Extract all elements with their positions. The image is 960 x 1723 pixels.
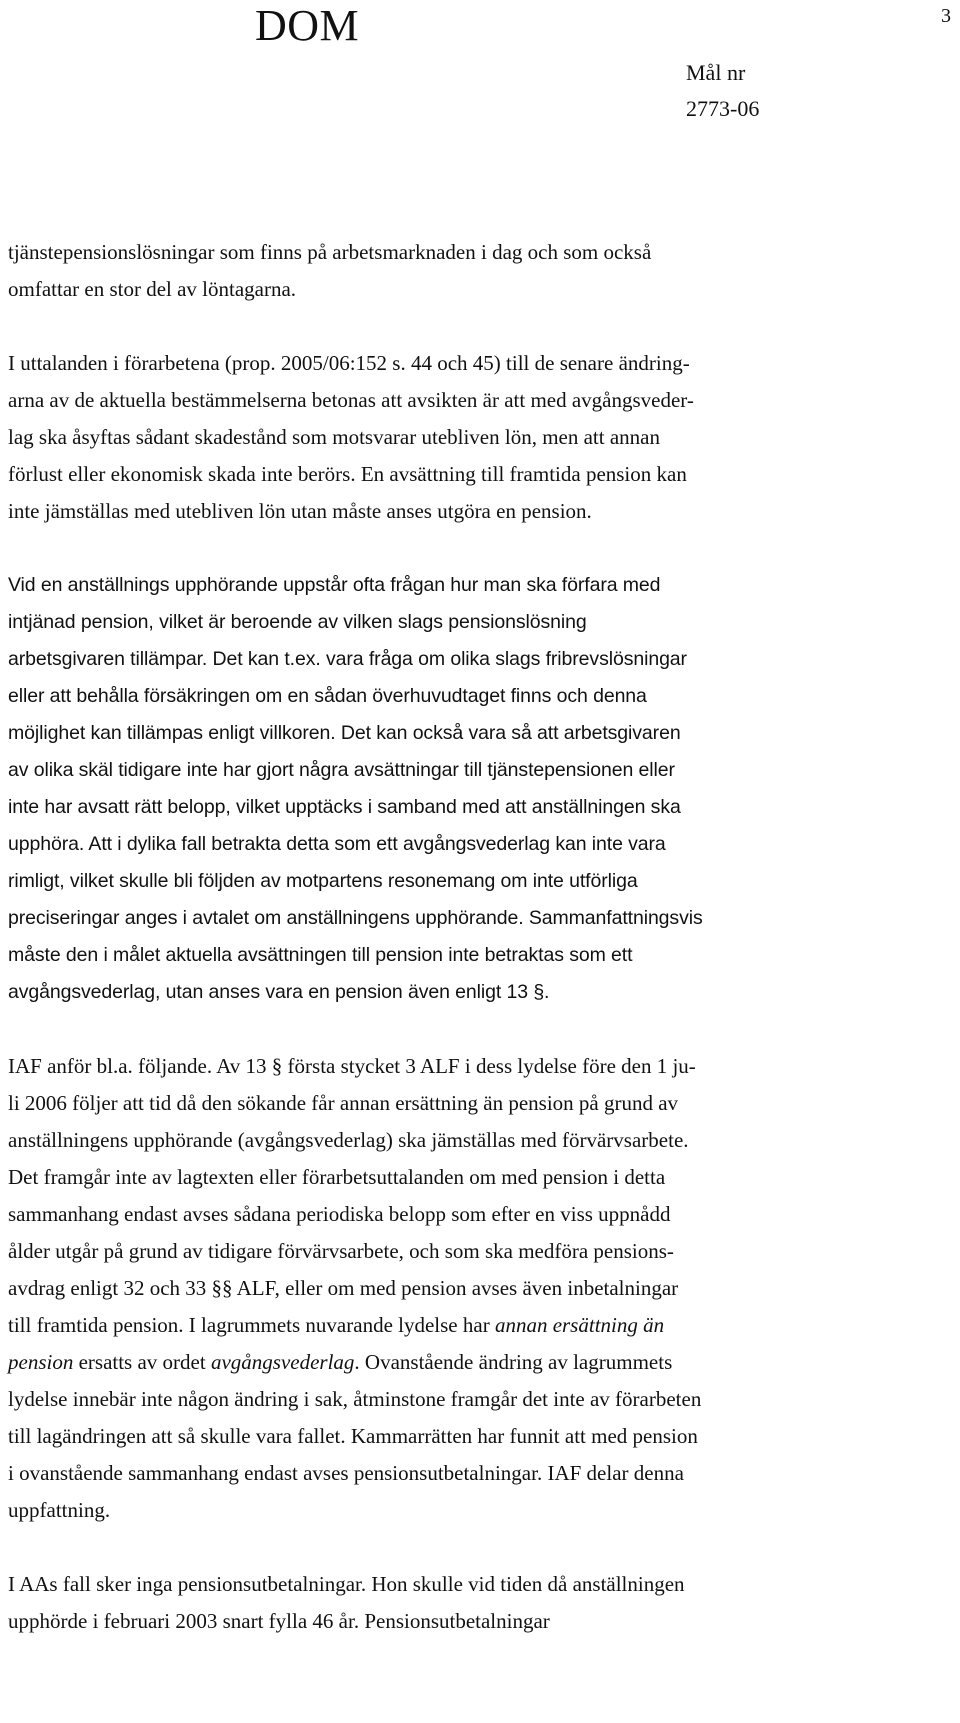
text-line: avdrag enligt 32 och 33 §§ ALF, eller om med pension avses även inbetalningar: [8, 1276, 679, 1300]
text-line: arbetsgivaren tillämpar. Det kan t.ex. vara fråga om olika slags fribrevslösningar: [8, 648, 687, 670]
text-line: förlust eller ekonomisk skada inte berörs. En avsättning till framtida pension kan: [8, 462, 687, 486]
document-body: [8, 234, 953, 1640]
text-line: I AAs fall sker inga pensionsutbetalningar. Hon skulle vid tiden då anställningen: [8, 1572, 685, 1596]
text-line: måste den i målet aktuella avsättningen till pension inte betraktas som ett: [8, 944, 633, 966]
text-line: inte jämställas med utebliven lön utan måste anses utgöra en pension.: [8, 499, 592, 523]
text-line: avgångsvederlag, utan anses vara en pension även enligt 13 §.: [8, 981, 550, 1003]
text-line: Vid en anställnings upphörande uppstår ofta frågan hur man ska förfara med: [8, 574, 661, 596]
case-label: Mål nr: [686, 60, 746, 85]
text-line: uppfattning.: [8, 1498, 111, 1522]
paragraph-2: [8, 345, 953, 530]
text-line: sammanhang endast avses sådana periodiska belopp som efter en viss uppnådd: [8, 1202, 671, 1226]
text-line: inte har avsatt rätt belopp, vilket upptäcks i samband med att anställningen ska: [8, 796, 681, 818]
text-line: möjlighet kan tillämpas enligt villkoren. Det kan också vara så att arbetsgivaren: [8, 722, 681, 744]
document-type-heading: DOM: [255, 1, 360, 50]
text-line: Det framgår inte av lagtexten eller förarbetsuttalanden om med pension i detta: [8, 1165, 666, 1189]
paragraph-4: [8, 1048, 953, 1529]
text-line: preciseringar anges i avtalet om anställningens upphörande. Sammanfattningsvis: [8, 907, 703, 929]
text-line: I uttalanden i förarbetena (prop. 2005/06:152 s. 44 och 45) till de senare ändring-: [8, 351, 690, 375]
page-number: 3: [941, 5, 951, 27]
italic-run: avgångsvederlag: [210, 1350, 355, 1374]
paragraph-5: [8, 1566, 953, 1640]
text-line: ålder utgår på grund av tidigare förvärvsarbete, och som ska medföra pensions-: [8, 1239, 674, 1263]
text-line: lag ska åsyftas sådant skadestånd som motsvarar utebliven lön, men att annan: [8, 425, 660, 449]
text-line: av olika skäl tidigare inte har gjort några avsättningar till tjänstepensionen eller: [8, 759, 675, 781]
text-line: arna av de aktuella bestämmelserna betonas att avsikten är att med avgångsveder-: [8, 388, 694, 412]
text-line: tjänstepensionslösningar som finns på arbetsmarknaden i dag och som också: [8, 240, 652, 264]
italic-run: pension: [8, 1350, 74, 1374]
text-line: i ovanstående sammanhang endast avses pensionsutbetalningar. IAF delar denna: [8, 1461, 684, 1485]
text-run: . Ovanstående ändring av lagrummets: [354, 1350, 673, 1374]
text-line: IAF anför bl.a. följande. Av 13 § första stycket 3 ALF i dess lydelse före den 1 ju-: [8, 1054, 696, 1078]
case-number-block: [686, 55, 759, 127]
paragraph-3: [8, 567, 953, 1011]
text-line: [8, 1307, 953, 1344]
text-line: upphörde i februari 2003 snart fylla 46 år. Pensionsutbetalningar: [8, 1609, 550, 1633]
text-line: intjänad pension, vilket är beroende av vilken slags pensionslösning: [8, 611, 587, 633]
text-line: anställningens upphörande (avgångsvederlag) ska jämställas med förvärvsarbete.: [8, 1128, 689, 1152]
paragraph-gap: [8, 1529, 953, 1566]
text-line: omfattar en stor del av löntagarna.: [8, 277, 297, 301]
text-run: till framtida pension. I lagrummets nuvarande lydelse har: [8, 1313, 495, 1337]
paragraph-1: [8, 234, 953, 308]
text-line: li 2006 följer att tid då den sökande får annan ersättning än pension på grund av: [8, 1091, 679, 1115]
text-run: ersatts av ordet: [73, 1350, 211, 1374]
text-line: rimligt, vilket skulle bli följden av motpartens resonemang om inte utförliga: [8, 870, 638, 892]
paragraph-gap: [8, 308, 953, 345]
paragraph-gap: [8, 1011, 953, 1048]
italic-run: annan ersättning än: [494, 1313, 665, 1337]
text-line: [8, 1344, 953, 1381]
text-line: lydelse innebär inte någon ändring i sak, åtminstone framgår det inte av förarbeten: [8, 1387, 702, 1411]
text-line: till lagändringen att så skulle vara fallet. Kammarrätten har funnit att med pension: [8, 1424, 698, 1448]
text-line: upphöra. Att i dylika fall betrakta detta som ett avgångsvederlag kan inte vara: [8, 833, 666, 855]
case-number: 2773-06: [686, 96, 760, 121]
paragraph-gap: [8, 530, 953, 567]
text-line: eller att behålla försäkringen om en sådan överhuvudtaget finns och denna: [8, 685, 647, 707]
